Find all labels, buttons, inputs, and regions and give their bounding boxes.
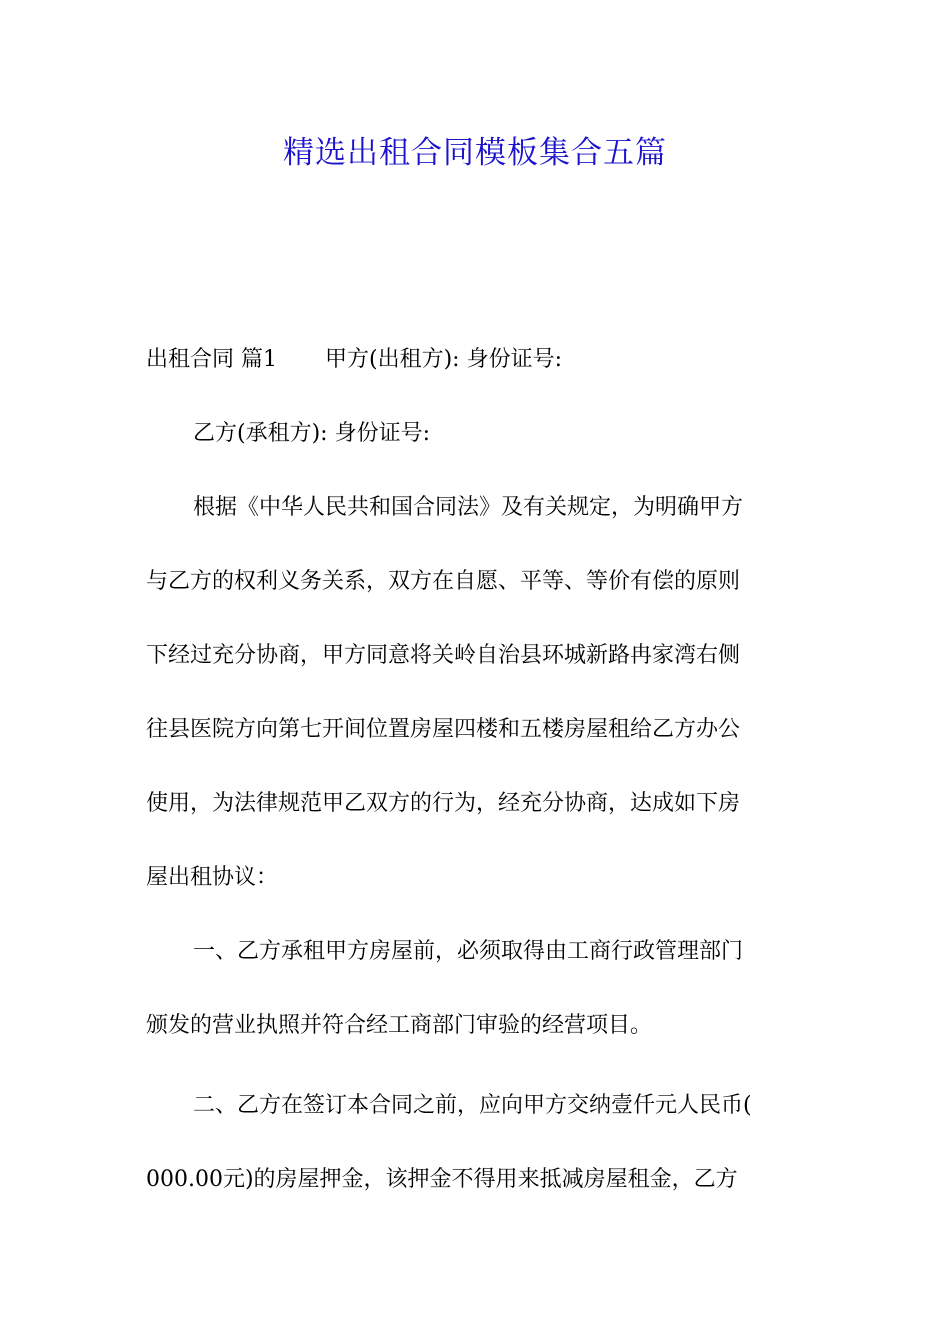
document-title: 精选出租合同模板集合五篇 [283,135,667,171]
paragraph-line: 往县医院方向第七开间位置房屋四楼和五楼房屋租给乙方办公 [146,717,741,742]
paragraph-line: 与乙方的权利义务关系，双方在自愿、平等、等价有偿的原则 [146,569,741,594]
paragraph-line: 乙方(承租方): 身份证号: [193,421,430,446]
paragraph-line: 二、乙方在签订本合同之前，应向甲方交纳壹仟元人民币( [193,1093,752,1118]
paragraph-line: 一、乙方承租甲方房屋前，必须取得由工商行政管理部门 [193,939,744,964]
paragraph-line: 000.00元)的房屋押金，该押金不得用来抵减房屋租金，乙方 [146,1167,738,1192]
paragraph-line: 下经过充分协商，甲方同意将关岭自治县环城新路冉家湾右侧 [146,643,741,668]
party-a-line: 甲方(出租方): 身份证号: [325,347,562,372]
paragraph-line: 使用，为法律规范甲乙双方的行为，经充分协商，达成如下房 [146,791,741,816]
paragraph-line: 颁发的营业执照并符合经工商部门审验的经营项目。 [146,1013,653,1038]
header-line [146,340,562,380]
paragraph-line: 根据《中华人民共和国合同法》及有关规定，为明确甲方 [193,495,744,520]
paragraph-line: 屋出租协议： [146,865,279,890]
article-label: 出租合同 篇1 [146,347,277,372]
